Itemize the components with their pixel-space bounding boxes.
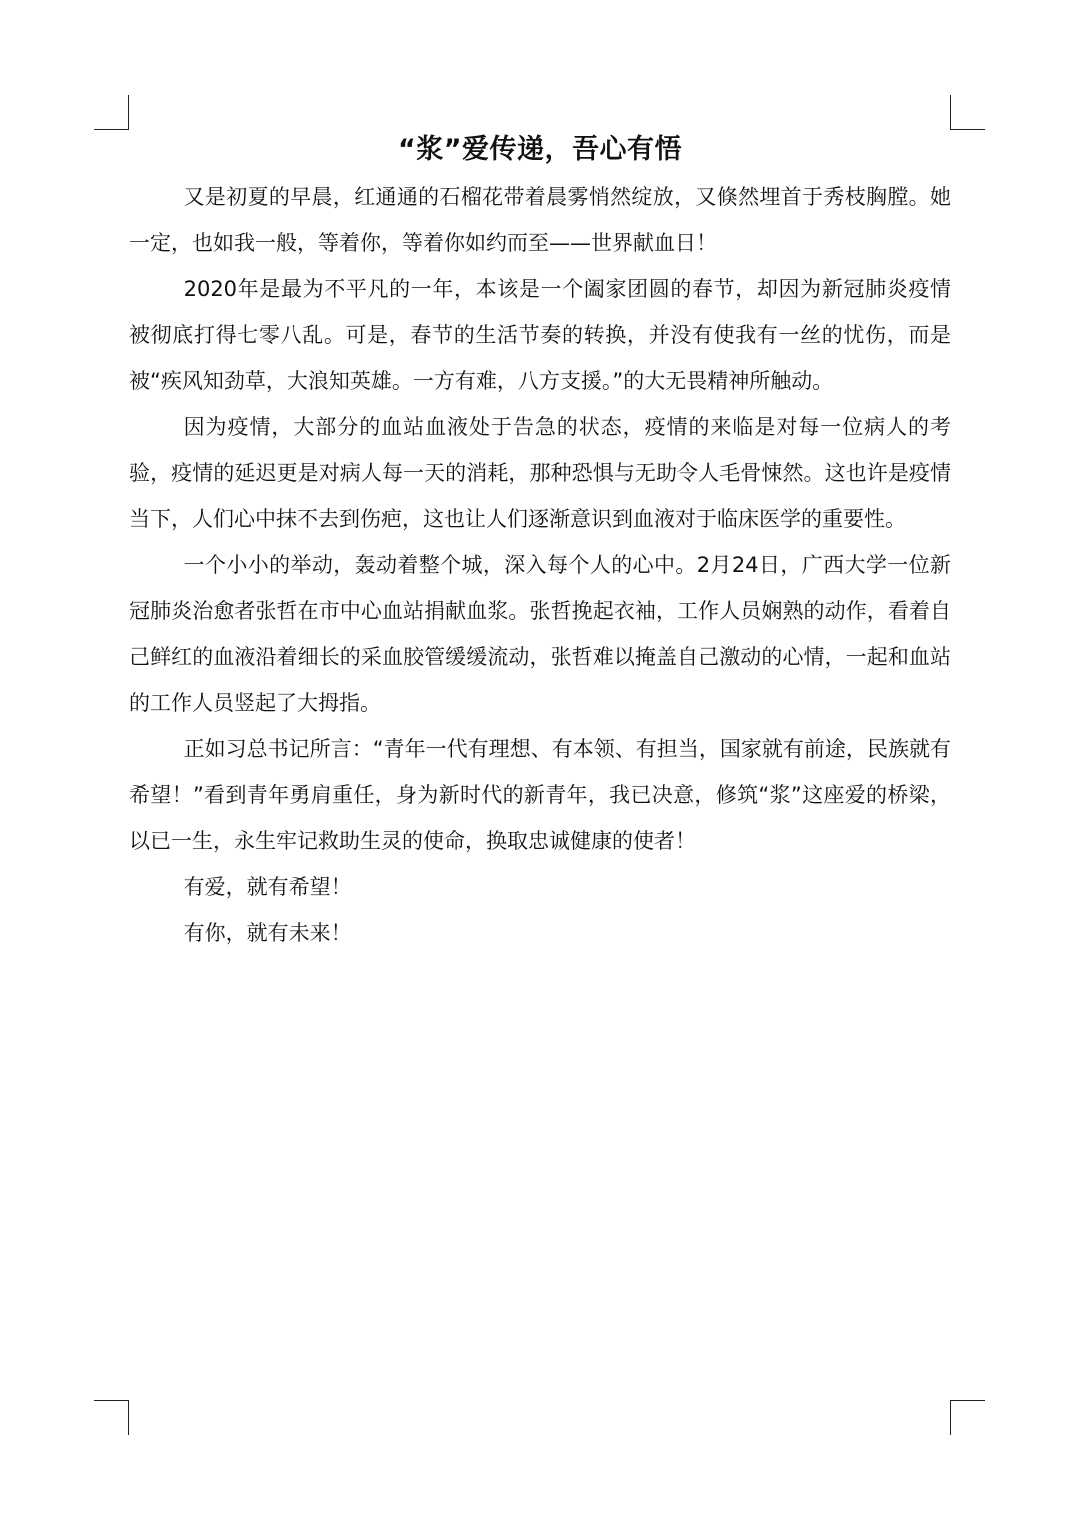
crop-mark-top-left	[94, 95, 129, 130]
crop-mark-top-right	[950, 95, 985, 130]
crop-mark-bottom-right	[950, 1400, 985, 1435]
document-title: “浆”爱传递，吾心有悟	[398, 134, 682, 165]
paragraph-3: 因为疫情，大部分的血站血液处于告急的状态，疫情的来临是对每一位病人的考验，疫情的延迟更是对病人每一天的消耗，那种恐惧与无助令人毛骨悚然。这也许是疫情当下，人们心中抹不去到伤疤，这也让人们逐渐意识到血液对于临床医学的重要性。	[129, 415, 951, 531]
paragraph-2: 2020年是最为不平凡的一年，本该是一个阖家团圆的春节，却因为新冠肺炎疫情被彻底打得七零八乱。可是，春节的生活节奏的转换，并没有使我有一丝的忧伤，而是被“疾风知劲草，大浪知英雄。一方有难，八方支援。”的大无畏精神所触动。	[129, 277, 951, 393]
crop-mark-bottom-left	[94, 1400, 129, 1435]
paragraph-5: 正如习总书记所言：“青年一代有理想、有本领、有担当，国家就有前途，民族就有希望！”看到青年勇肩重任，身为新时代的新青年，我已决意，修筑“浆”这座爱的桥梁，以已一生，永生牢记救助生灵的使命，换取忠诚健康的使者！	[129, 737, 951, 853]
document-body	[129, 128, 951, 956]
paragraph-6: 有爱，就有希望！	[183, 875, 352, 899]
paragraph-1: 又是初夏的早晨，红通通的石榴花带着晨雾悄然绽放，又倏然埋首于秀枝胸膛。她一定，也如我一般，等着你，等着你如约而至——世界献血日！	[129, 185, 951, 255]
paragraph-7: 有你，就有未来！	[183, 921, 352, 945]
paragraph-4: 一个小小的举动，轰动着整个城，深入每个人的心中。2月24日，广西大学一位新冠肺炎治愈者张哲在市中心血站捐献血浆。张哲挽起衣袖，工作人员娴熟的动作，看着自己鲜红的血液沿着细长的采血胶管缓缓流动，张哲难以掩盖自己激动的心情，一起和血站的工作人员竖起了大拇指。	[129, 553, 951, 715]
